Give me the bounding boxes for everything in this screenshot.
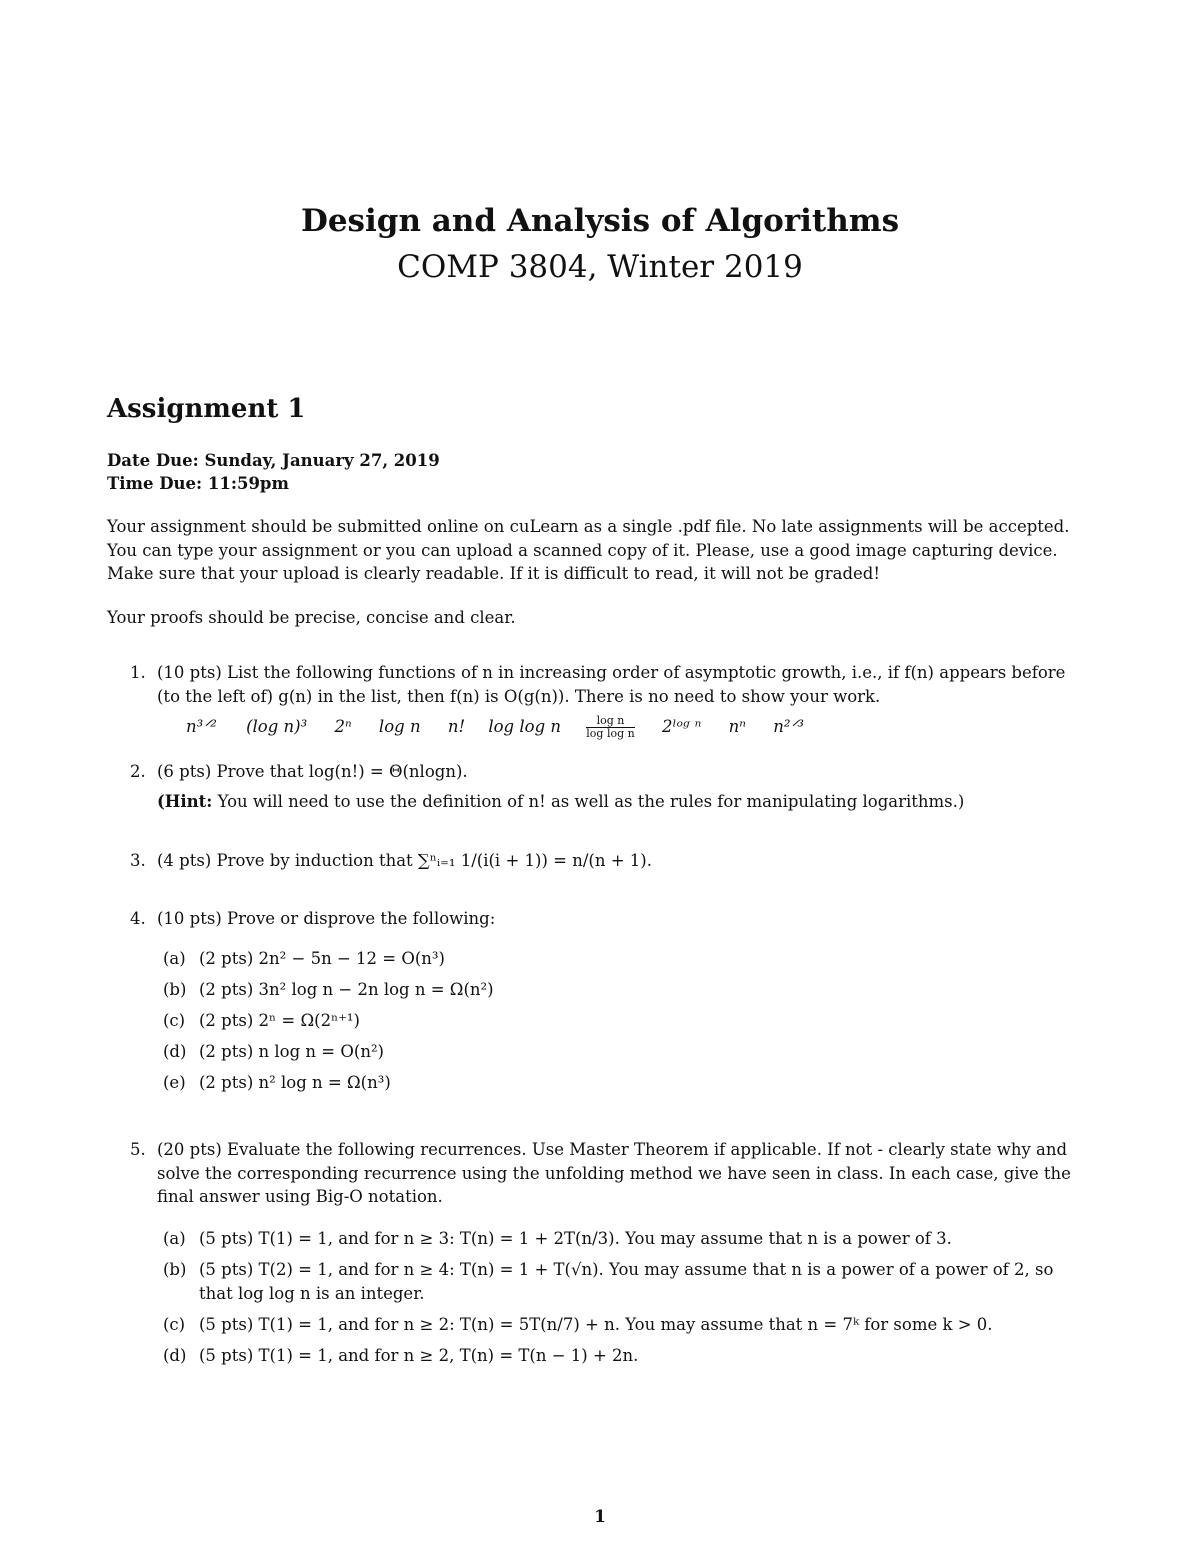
question-1-text: (10 pts) List the following functions of n in increasing order of asymptotic growth, i.e., if f(n) appears before (to the left of) g(n) in the list, then f(n) is O(g(n)). There is no need to show your work.: [157, 663, 1066, 706]
question-2-text: (6 pts) Prove that log(n!) = Θ(nlogn).: [157, 762, 468, 781]
function-item: 2ˡᵒᵍ ⁿ: [661, 717, 702, 736]
function-item: n²ᐟ³: [773, 717, 805, 736]
question-4-text: (10 pts) Prove or disprove the following:: [157, 909, 496, 928]
question-4-part-d: (d) (2 pts) n log n = O(n²): [163, 1042, 384, 1061]
question-4-part-e: (e) (2 pts) n² log n = Ω(n³): [163, 1073, 391, 1092]
assignment-heading: Assignment 1: [107, 394, 306, 424]
proofs-note: Your proofs should be precise, concise and clear.: [107, 608, 516, 627]
date-due: [107, 451, 440, 470]
question-4-number: 4.: [130, 909, 146, 928]
instructions-paragraph: Your assignment should be submitted online on cuLearn as a single .pdf file. No late assignments will be accepted. You can type your assignment or you can upload a scanned copy of it. Please, use a good image capturing device. Make sure that your upload is clearly readable. If it is difficult to read, it will not be graded!: [107, 517, 1070, 583]
function-item: log n: [378, 717, 421, 736]
question-5-part-d: (d) (5 pts) T(1) = 1, and for n ≥ 2, T(n) = T(n − 1) + 2n.: [163, 1346, 639, 1365]
function-item: (log n)³: [246, 717, 308, 736]
function-list: [186, 715, 804, 740]
question-3-text: (4 pts) Prove by induction that ∑ⁿᵢ₌₁ 1/(i(i + 1)) = n/(n + 1).: [157, 851, 652, 870]
page-number: 1: [594, 1507, 606, 1527]
time-due-value: 11:59pm: [207, 474, 289, 493]
question-5-text: (20 pts) Evaluate the following recurrences. Use Master Theorem if applicable. If not - clearly state why and solve the corresponding recurrence using the unfolding method we have seen in class. In each case, give the final answer using Big-O notation.: [157, 1140, 1071, 1206]
question-5-part-c: (c) (5 pts) T(1) = 1, and for n ≥ 2: T(n) = 5T(n/7) + n. You may assume that n = 7ᵏ for some k > 0.: [163, 1315, 993, 1334]
question-1-number: 1.: [130, 663, 146, 682]
question-2-number: 2.: [130, 762, 146, 781]
time-due: [107, 474, 289, 493]
function-item: n³ᐟ²: [186, 717, 217, 736]
course-title: Design and Analysis of Algorithms: [300, 203, 900, 239]
function-item: nⁿ: [728, 717, 746, 736]
question-5-part-b: (b) (5 pts) T(2) = 1, and for n ≥ 4: T(n) = 1 + T(√n). You may assume that n is a power of a power of 2, so that log log n is an integer.: [163, 1260, 1054, 1303]
time-due-label: Time Due:: [107, 474, 203, 493]
fraction-log-over-loglog: $\frac{\text{log n}}{\text{log log n}}$: [586, 714, 635, 740]
function-item: 2ⁿ: [334, 717, 352, 736]
question-2-hint: (Hint: You will need to use the definition of n! as well as the rules for manipulating logarithms.): [157, 792, 965, 811]
question-4-part-b: (b) (2 pts) 3n² log n − 2n log n = Ω(n²): [163, 980, 494, 999]
function-item: log log n: [488, 717, 562, 736]
question-4-part-c: (c) (2 pts) 2ⁿ = Ω(2ⁿ⁺¹): [163, 1011, 360, 1030]
question-3-number: 3.: [130, 851, 146, 870]
question-4-part-a: (a) (2 pts) 2n² − 5n − 12 = O(n³): [163, 949, 445, 968]
course-subtitle: COMP 3804, Winter 2019: [397, 249, 803, 285]
date-due-value: Sunday, January 27, 2019: [204, 451, 440, 470]
function-item: n!: [447, 717, 466, 736]
question-5-number: 5.: [130, 1140, 146, 1159]
question-5-part-a: (a) (5 pts) T(1) = 1, and for n ≥ 3: T(n) = 1 + 2T(n/3). You may assume that n is a power of 3.: [163, 1229, 952, 1248]
date-due-label: Date Due:: [107, 451, 199, 470]
